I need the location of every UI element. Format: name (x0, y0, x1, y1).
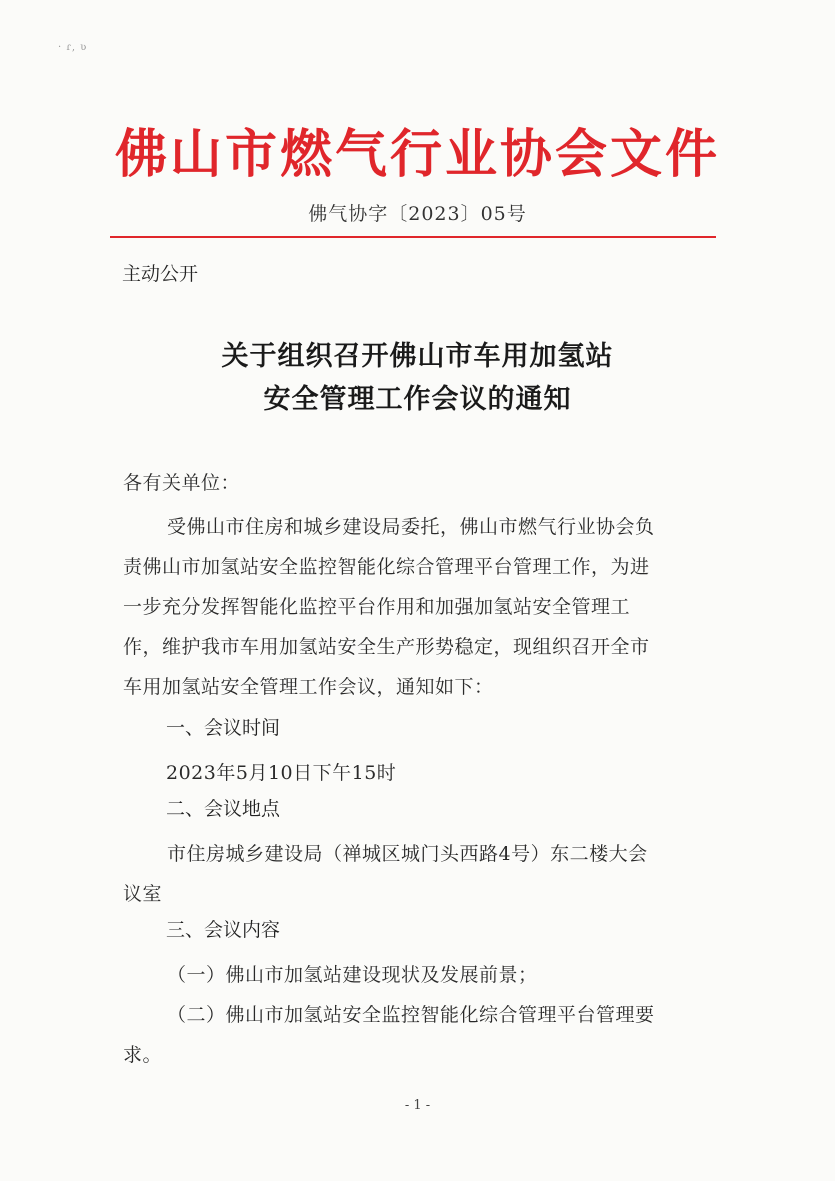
notice-title-line-1: 关于组织召开佛山市车用加氢站 (221, 341, 614, 372)
intro-line: 责佛山市加氢站安全监控智能化综合管理平台管理工作，为进 (123, 556, 650, 578)
red-divider-line (110, 236, 716, 238)
intro-paragraph (123, 507, 713, 707)
page-number: - 1 - (404, 1098, 431, 1113)
notice-title-line-2: 安全管理工作会议的通知 (263, 384, 572, 415)
document-number: 佛气协字〔2023〕05号 (308, 203, 527, 225)
intro-line: 作，维护我市车用加氢站安全生产形势稳定，现组织召开全市 (123, 636, 650, 658)
meeting-time: 2023年5月10日下午15时 (166, 762, 397, 784)
content-item: 求。 (123, 1044, 163, 1066)
content-item: （一）佛山市加氢站建设现状及发展前景； (167, 964, 538, 986)
issuer-header-title: 佛山市燃气行业协会文件 (114, 125, 720, 185)
salutation: 各有关单位： (123, 472, 241, 494)
content-item: （二）佛山市加氢站安全监控智能化综合管理平台管理要 (167, 1004, 655, 1026)
place-line: 议室 (123, 883, 163, 905)
section-heading-content: 三、会议内容 (166, 919, 281, 941)
place-line: 市住房城乡建设局（禅城区城门头西路4号）东二楼大会 (167, 843, 648, 865)
scan-mark: · ɾ, ʋ (58, 42, 88, 53)
section-heading-time: 一、会议时间 (166, 717, 281, 739)
meeting-place (123, 834, 713, 914)
disclosure-label: 主动公开 (122, 263, 199, 285)
section-heading-place: 二、会议地点 (166, 798, 281, 820)
intro-line: 车用加氢站安全管理工作会议，通知如下： (123, 676, 494, 698)
meeting-content-list (123, 955, 713, 1075)
intro-line: 一步充分发挥智能化监控平台作用和加强加氢站安全管理工 (123, 596, 631, 618)
notice-title (0, 335, 835, 421)
intro-line: 受佛山市住房和城乡建设局委托，佛山市燃气行业协会负 (167, 516, 655, 538)
